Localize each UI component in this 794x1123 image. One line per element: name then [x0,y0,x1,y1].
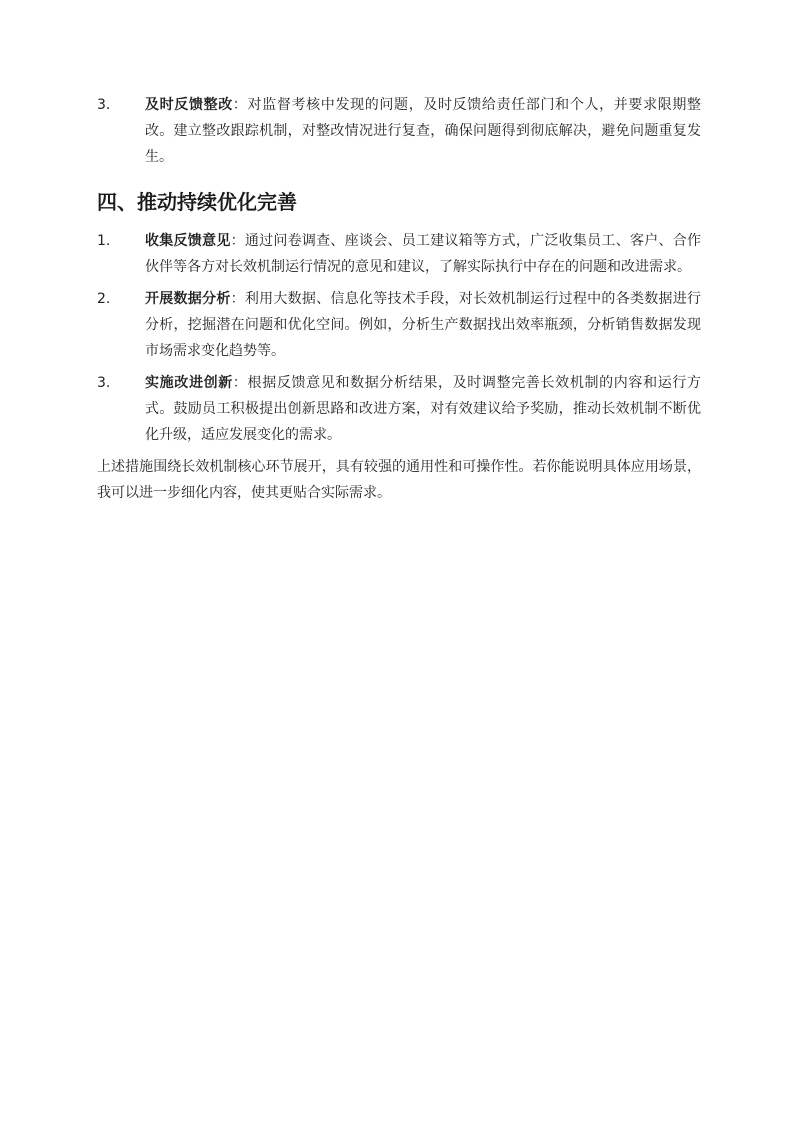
list-item-number: 2. [97,291,111,307]
list-item [97,370,701,448]
list-item-text: ：根据反馈意见和数据分析结果，及时调整完善长效机制的内容和运行方式。鼓励员工积极提出创新思路和改进方案，对有效建议给予奖励，推动长效机制不断优化升级，适应发展变化的需求。 [145,375,702,443]
list-item-body [145,286,701,364]
list-item-title: 开展数据分析 [145,291,231,307]
summary-paragraph: 上述措施围绕长效机制核心环节展开，具有较强的通用性和可操作性。若你能说明具体应用场景，我可以进一步细化内容，使其更贴合实际需求。 [97,459,701,501]
document-content [97,92,701,506]
list-item [97,92,701,170]
section-heading: 四、推动持续优化完善 [97,190,297,214]
list-item-number: 1. [97,233,111,249]
list-item [97,228,701,280]
list-item-number: 3. [97,375,111,391]
list-item [97,286,701,364]
list-item-title: 及时反馈整改 [145,97,233,113]
list-item-text: ：利用大数据、信息化等技术手段，对长效机制运行过程中的各类数据进行分析，挖掘潜在问题和优化空间。例如，分析生产数据找出效率瓶颈，分析销售数据发现市场需求变化趋势等。 [145,291,702,359]
list-item-title: 实施改进创新 [145,375,233,391]
list-item-text: ：通过问卷调查、座谈会、员工建议箱等方式，广泛收集员工、客户、合作伙伴等各方对长效机制运行情况的意见和建议，了解实际执行中存在的问题和改进需求。 [145,233,702,275]
list-item-text: ：对监督考核中发现的问题，及时反馈给责任部门和个人，并要求限期整改。建立整改跟踪机制，对整改情况进行复查，确保问题得到彻底解决，避免问题重复发生。 [145,97,702,165]
list-item-body [145,370,701,448]
list-item-body [145,228,701,280]
list-item-title: 收集反馈意见 [145,233,231,249]
list-item-number: 3. [97,97,111,113]
list-item-body [145,92,701,170]
